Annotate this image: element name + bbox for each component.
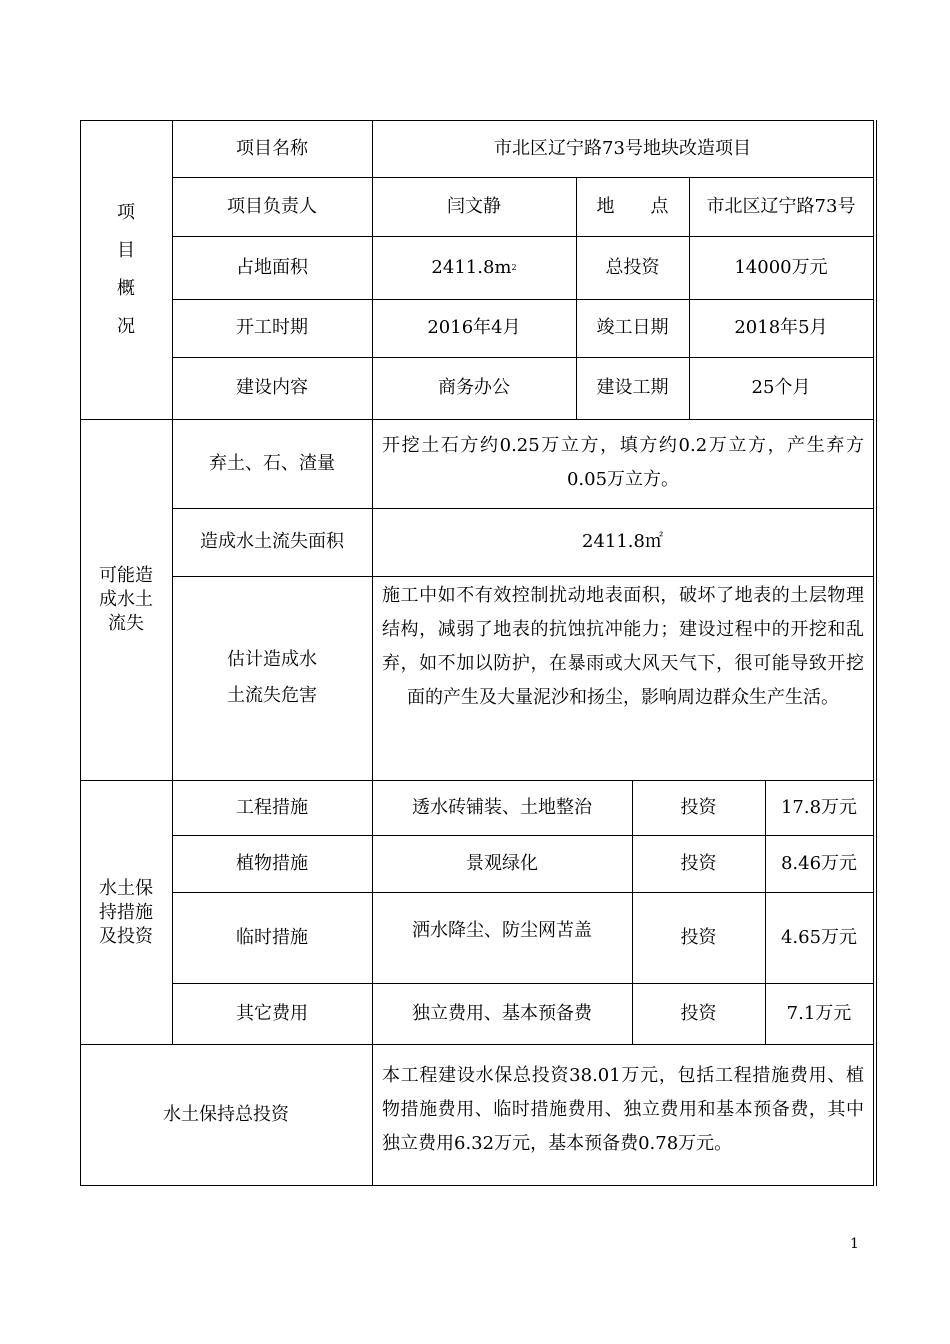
overview-section-char: 概 [117, 278, 135, 299]
hazard-value: 施工中如不有效控制扰动地表面积，破坏了地表的土层物理结构，减弱了地表的抗蚀抗冲能力；建设过程中的开挖和乱弃，如不加以防护，在暴雨或大风天气下，很可能导致开挖面的产生及大量泥沙和扬尘，影响周边群众生产生活。 [382, 585, 864, 708]
measure-content: 洒水降尘、防尘网苫盖 [412, 920, 592, 941]
location-label: 地 点 [596, 195, 669, 217]
overview-section-char: 况 [117, 316, 135, 337]
measure-type: 工程措施 [236, 796, 308, 818]
measure-amount: 8.46万元 [780, 852, 858, 874]
total-investment-section-label: 水土保持总投资 [163, 1103, 289, 1125]
measure-investment-label: 投资 [680, 1002, 717, 1024]
area-value-text: 2411.8m [431, 256, 512, 278]
total-investment-description: 本工程建设水保总投资38.01万元，包括工程措施费用、植物措施费用、临时措施费用、独立费用和基本预备费，其中独立费用6.32万元，基本预备费0.78万元。 [382, 1065, 864, 1154]
measure-content: 独立费用、基本预备费 [412, 1002, 592, 1024]
measure-investment-label: 投资 [680, 852, 717, 874]
area-unit-superscript: 2 [511, 262, 517, 272]
measures-section-line: 水土保 [99, 877, 153, 899]
table-border [873, 120, 874, 1186]
measure-type: 临时措施 [236, 926, 308, 948]
project-name-value: 市北区辽宁路73号地块改造项目 [494, 137, 751, 159]
project-name-label: 项目名称 [236, 137, 308, 159]
erosion-section-label [80, 419, 172, 780]
spoil-label: 弃土、石、渣量 [209, 452, 335, 474]
table-border [80, 1185, 874, 1186]
hazard-label-line: 土流失危害 [227, 685, 317, 706]
erosion-section-line: 成水土 [99, 588, 153, 610]
measure-content: 透水砖铺装、土地整治 [412, 796, 592, 818]
period-label: 建设工期 [596, 377, 669, 398]
area-value [372, 236, 576, 299]
period-value: 25个月 [751, 377, 811, 398]
spoil-value: 开挖土石方约0.25万立方，填方约0.2万立方，产生弃方0.05万立方。 [382, 435, 864, 490]
measure-investment-label: 投资 [680, 926, 717, 948]
erosion-section-line: 可能造 [99, 564, 153, 586]
total-investment-value: 14000万元 [734, 256, 828, 278]
finish-date-label: 竣工日期 [596, 317, 669, 338]
table-border [876, 120, 877, 1186]
overview-section-label [80, 120, 172, 420]
measures-section-line: 及投资 [99, 925, 153, 947]
content-label: 建设内容 [236, 377, 308, 398]
measures-section-label [80, 780, 172, 1045]
measure-amount: 7.1万元 [786, 1002, 852, 1024]
area-label: 占地面积 [236, 256, 308, 278]
measure-investment-label: 投资 [680, 796, 717, 818]
overview-section-char: 项 [117, 202, 135, 223]
overview-section-char: 目 [117, 240, 135, 261]
measure-amount: 4.65万元 [780, 926, 858, 948]
measure-type: 植物措施 [236, 852, 308, 874]
location-value: 市北区辽宁路73号 [706, 195, 856, 217]
content-value: 商务办公 [438, 377, 510, 398]
leader-value: 闫文静 [447, 195, 501, 217]
start-date-label: 开工时期 [236, 317, 308, 338]
measure-content: 景观绿化 [466, 852, 538, 874]
measure-amount: 17.8万元 [780, 796, 858, 818]
start-date-value: 2016年4月 [427, 317, 521, 338]
total-investment-label: 总投资 [605, 256, 660, 278]
erosion-section-line: 流失 [108, 612, 144, 634]
hazard-label [172, 576, 372, 780]
hazard-label-line: 估计造成水 [227, 649, 317, 670]
measures-section-line: 持措施 [99, 901, 153, 923]
leader-label: 项目负责人 [227, 195, 317, 217]
erosion-area-value: 2411.8㎡ [582, 531, 663, 552]
erosion-area-label: 造成水土流失面积 [200, 531, 344, 552]
finish-date-value: 2018年5月 [734, 317, 828, 338]
measure-type: 其它费用 [236, 1002, 308, 1024]
page-number: 1 [850, 1236, 859, 1252]
